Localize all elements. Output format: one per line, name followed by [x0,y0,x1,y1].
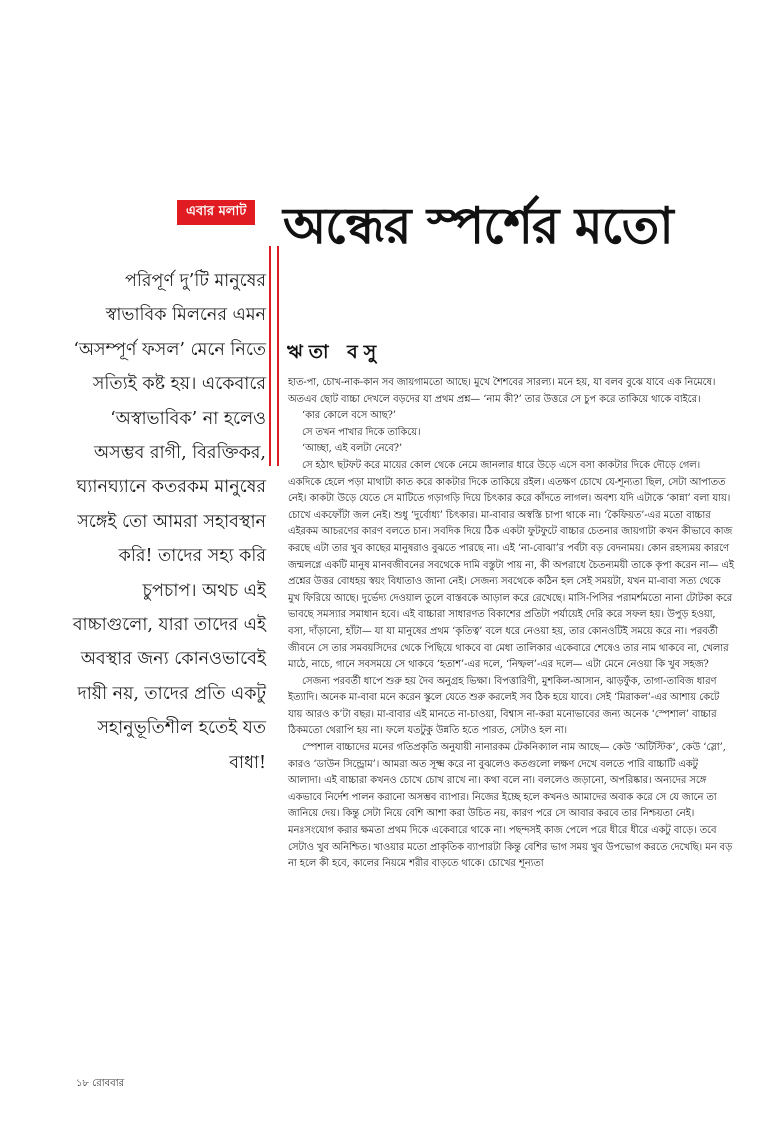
article-title: অন্ধের স্পর্শের মতো [283,196,673,255]
pull-quote-divider [269,246,279,466]
dialogue-line: ‘আচ্ছা, এই বলটা নেবে?’ [302,443,403,455]
author-byline: ঋতা বসু [287,341,383,363]
article-paragraph: সে হঠাৎ ছটফট করে মায়ের কোল থেকে নেমে জানলার ধারে উড়ে এসে বসা কাকটার দিকে দৌড়ে গেল। একদিকে হেলে পড়া মাথাটা কাত করে কাকটার দিকে তাকিয়ে রইল। এতক্ষণ চোখে যে-শূন্যতা ছিল, সেটা আপাতত নেই। কাকটা উড়ে যেতে সে মাটিতে গড়াগড়ি দিয়ে চিৎকার করে কাঁদতে লাগল। অবশ্য যদি এটাকে ‘কান্না’ বলা যায়। চোখে একফোঁটা জল নেই। শুধু ‘দুর্বোধ্য’ চিৎকার। মা-বাবার অস্বস্তি চাপা থাকে না। ‘কৈফিয়ত’-এর মতো বাচ্চার এইরকম আচরণের কারণ বলতে চান। সবদিক দিয়ে ঠিক একটা ফুটফুটে বাচ্চার চেতনার জায়গাটা কখন কীভাবে কাজ করছে এটা তার খুব কাছের মানুষরাও বুঝতে পারছে না। এই ‘না-বোঝা’র পর্বটা বড় বেদনাময়। কোন রহস্যময় কারণে জন্মলগ্নে একটি মানুষ মানবজীবনের সবথেকে দামি বস্তুটা পায় না, কী অপরাধে চৈতন্যময়ী তাকে কৃপা করেন না— এই প্রশ্নের উত্তর বোধহয় স্বয়ং বিধাতাও জানা নেই। সেজন্য সবথেকে কঠিন হল সেই সময়টা, যখন মা-বাবা সত্য থেকে মুখ ফিরিয়ে আছে। দুর্ভেদ্য দেওয়াল তুলে বাস্তবকে আড়াল করে রেখেছে। মাসি-পিসির পরামর্শমতো নানা টোটকা করে ভাবছে সমস্যার সমাধান হবে। এই বাচ্চারা সাধারণত বিকাশের প্রতিটা পর্যায়েই দেরি করে সফল হয়। উপুড় হওয়া, বসা, দাঁড়ানো, হাঁটা— যা যা মানুষের প্রথম ‘কৃতিত্ব’ বলে ধরে নেওয়া হয়, তার কোনওটিই সময়ে করে না। পরবর্তী জীবনে সে তার সমবয়সিদের থেকে পিছিয়ে থাকবে বা মেধা তালিকার একেবারে শেষেও তার নাম থাকবে না, খেলার মাঠে, নাচে, গানে সবসময়ে সে থাকবে ‘হতাশ’-এর দলে, ‘নিষ্ফল’-এর দলে— এটা মেনে নেওয়া কি খুব সহজ? [288,459,734,671]
dialogue-line: সে তখন পাখার দিকে তাকিয়ে। [302,426,421,438]
pull-quote [70,264,266,780]
section-tag: এবার মলাট [177,200,255,225]
article-paragraph: সেজন্য পরবর্তী ধাপে শুরু হয় দৈব অনুগ্রহ ভিক্ষা। বিপত্তারিণী, মুশকিল-আসান, ঝাড়ফুঁক, তাগা-তাবিজ ধারণ ইত্যাদি। অনেক মা-বাবা মনে করেন স্কুলে যেতে শুরু করলেই সব ঠিক হয়ে যাবে। সেই ‘মিরাকল’-এর আশায় কেটে যায় আরও ক’টা বছর। মা-বাবার এই মানতে না-চাওয়া, বিশ্বাস না-করা মনোভাবের জন্য অনেক ‘স্পেশাল’ বাচ্চার ঠিকমতো থেরাপি হয় না। ফলে যতটুকু উন্নতি হতে পারত, সেটাও হল না। [288,675,720,737]
pull-quote-text: পরিপূর্ণ দু’টি মানুষের স্বাভাবিক মিলনের এমন ‘অসম্পূর্ণ ফসল’ মেনে নিতে সত্যিই কষ্ট হয়। একেবারে ‘অস্বাভাবিক’ না হলেও অসম্ভব রাগী, বিরক্তিকর, ঘ্যানঘ্যানে কতরকম মানুষের সঙ্গেই তো আমরা সহাবস্থান করি! তাদের সহ্য করি চুপচাপ। অথচ এই বাচ্চাগুলো, যারা তাদের এই অবস্থার জন্য কোনওভাবেই দায়ী নয়, তাদের প্রতি একটু সহানুভূতিশীল হতেই যত বাধা! [72,271,266,773]
page-folio: ১৮ রোববার [76,1078,125,1089]
article-paragraph: স্পেশাল বাচ্চাদের মনের গতিপ্রকৃতি অনুযায়ী নানারকম টেকনিক্যাল নাম আছে— কেউ ‘অটিস্টিক’, কেউ ‘স্লো’, কারও ‘ডাউন সিন্ড্রোম’। আমরা অত সূক্ষ্ম করে না বুঝলেও কতগুলো লক্ষণ দেখে বলতে পারি বাচ্চাটি একটু আলাদা। এই বাচ্চারা কখনও চোখে চোখ রাখে না। কথা বলে না। বললেও জড়ানো, অপরিষ্কার। অন্যদের সঙ্গে একভাবে নির্দেশ পালন করানো অসম্ভব ব্যাপার। নিজের ইচ্ছে হলে কখনও আমাদের অবাক করে সে যে জানে তা জানিয়ে দেয়। কিন্তু সেটা নিয়ে বেশি আশা করা উচিত নয়, কারণ পরে সে আবার করবে তার নিশ্চয়তা নেই। মনঃসংযোগ করার ক্ষমতা প্রথম দিকে একেবারে থাকে না। পছন্দসই কাজ পেলে পরে ধীরে ধীরে একটু বাড়ে। তবে সেটাও খুব অনিশ্চিত। খাওয়ার মতো প্রাকৃতিক ব্যাপারটা কিন্তু বেশির ভাগ সময় খুব উপভোগ করতে দেখেছি। মন বড় না হলে কী হবে, কালের নিয়মে শরীর বাড়তে থাকে। চোখের শূন্যতা [288,742,733,870]
dialogue-line: ‘কার কোলে বসে আছ?’ [302,410,397,422]
article-paragraph: হাত-পা, চোখ-নাক-কান সব জায়গামতো আছে। মুখে শৈশবের সারল্য। মনে হয়, যা বলব বুঝে যাবে এক নিমেষে। অতএব ছোট বাচ্চা দেখলে বড়দের যা প্রথম প্রশ্ন— ‘নাম কী?’ তার উত্তরে সে চুপ করে তাকিয়ে থাকে বাইরে। [288,377,716,405]
article-body [288,375,734,873]
